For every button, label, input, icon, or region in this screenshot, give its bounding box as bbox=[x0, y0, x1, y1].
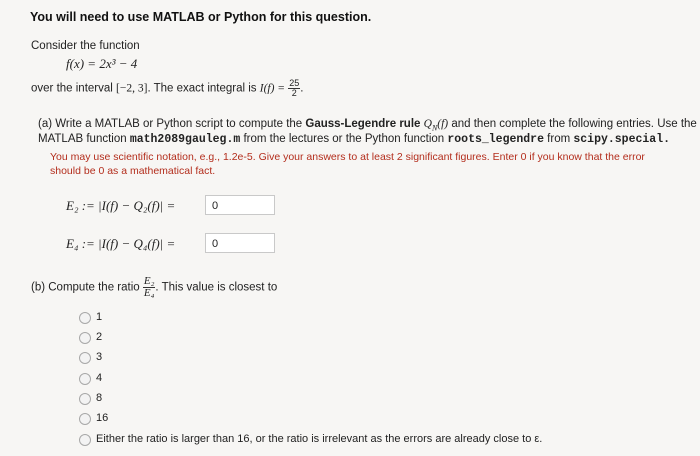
python-function-label: from the lectures or the Python function bbox=[240, 133, 448, 145]
e2-answer-input[interactable]: 0 bbox=[205, 195, 275, 215]
exact-denominator: 2 bbox=[291, 88, 297, 98]
e2-expression: E₂ := |I(f) − Q₂(f)| = bbox=[66, 198, 176, 213]
q-n-symbol: $Q_N(f)$ bbox=[423, 118, 449, 133]
option-label-4: 4 bbox=[96, 372, 103, 384]
interval-value: [−2, 3] bbox=[116, 82, 148, 95]
note-line1: You may use scientific notation, e.g., 1.2e-5. Give your answers to at least 2 significant figures. Enter 0 if you know that the error bbox=[50, 151, 645, 163]
option-radio-other[interactable] bbox=[79, 434, 91, 446]
option-radio-8[interactable] bbox=[79, 393, 91, 405]
scipy-module-code: scipy.special. bbox=[573, 133, 670, 146]
from-label: from bbox=[543, 133, 574, 145]
option-label-3: 3 bbox=[96, 351, 103, 363]
option-label-2: 2 bbox=[96, 331, 103, 343]
exact-numerator: 25 bbox=[289, 78, 300, 88]
exact-prefix: . The exact integral is bbox=[147, 82, 257, 95]
option-label-other: Either the ratio is larger than 16, or the ratio is irrelevant as the errors are already close to ε. bbox=[96, 433, 543, 445]
option-radio-1[interactable] bbox=[79, 312, 91, 324]
e4-answer-input[interactable]: 0 bbox=[205, 233, 275, 253]
ratio-denominator: E₄ bbox=[143, 287, 155, 299]
option-radio-3[interactable] bbox=[79, 352, 91, 364]
consider-text: Consider the function bbox=[31, 40, 140, 52]
exact-fraction bbox=[288, 79, 300, 98]
option-label-1: 1 bbox=[96, 311, 103, 323]
question-header: You will need to use MATLAB or Python for this question. bbox=[30, 10, 372, 24]
exact-lhs: I(f) = bbox=[259, 82, 286, 95]
matlab-function-code: math2089gauleg.m bbox=[129, 133, 241, 146]
option-label-16: 16 bbox=[96, 412, 109, 424]
ratio-fraction bbox=[143, 276, 156, 299]
gauss-legendre-label: Gauss-Legendre rule bbox=[305, 118, 421, 130]
function-expression: f(x) = 2x³ − 4 bbox=[66, 56, 138, 71]
python-function-code: roots_legendre bbox=[447, 133, 544, 146]
part-b-suffix: . This value is closest to bbox=[155, 281, 278, 294]
option-label-8: 8 bbox=[96, 392, 103, 404]
matlab-function-label: MATLAB function bbox=[38, 133, 130, 145]
option-radio-4[interactable] bbox=[79, 373, 91, 385]
option-radio-16[interactable] bbox=[79, 413, 91, 425]
interval-prefix: over the interval bbox=[31, 82, 113, 95]
part-b-prefix: (b) Compute the ratio bbox=[31, 281, 140, 294]
e4-expression: E₄ := |I(f) − Q₄(f)| = bbox=[66, 236, 176, 251]
q-symbol: Q bbox=[423, 118, 432, 130]
interval-line: over the interval [−2, 3]. The exact integral is I(f) = $\frac{25}{2}$ . bbox=[31, 78, 304, 98]
option-radio-2[interactable] bbox=[79, 332, 91, 344]
ratio-numerator: E₂ bbox=[143, 275, 155, 287]
part-a-instructions: and then complete the following entries. Use the bbox=[451, 118, 697, 130]
part-b-line bbox=[31, 276, 277, 299]
note-line2: should be 0 as a mathematical fact. bbox=[50, 165, 216, 177]
part-a-line2 bbox=[38, 133, 670, 146]
part-a-line1 bbox=[38, 118, 697, 132]
part-a-intro: (a) Write a MATLAB or Python script to compute the bbox=[38, 118, 306, 130]
